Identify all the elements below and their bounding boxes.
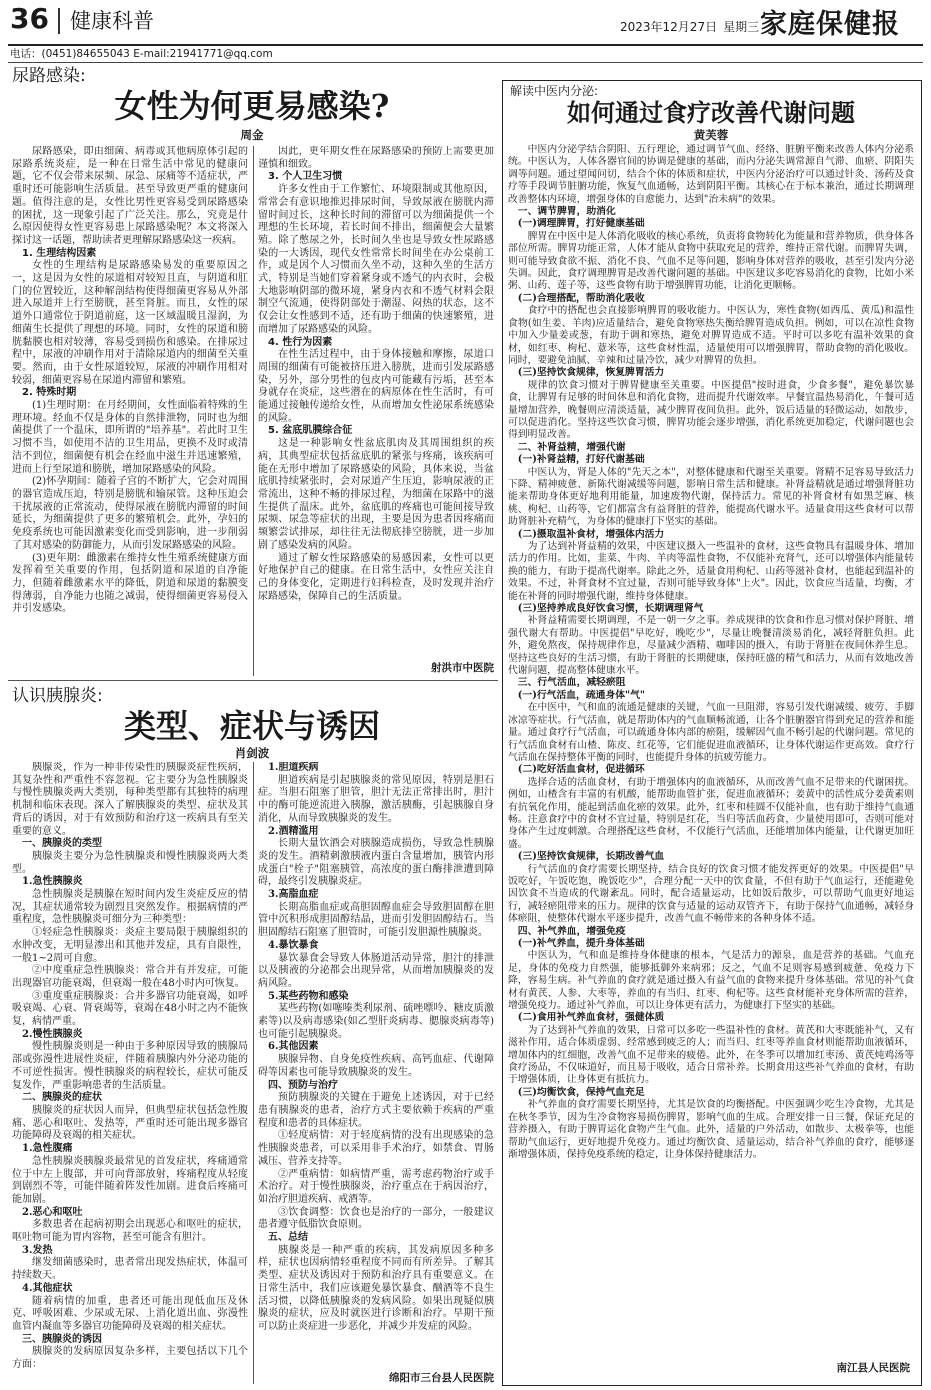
paragraph: 中医内分泌学结合阴阳、五行理论，通过调节气血、经络、脏腑平衡来改善人体内分泌系统。中医认为，人体各器官间的协调是健康的基础，而内分泌失调常源自气滞、血瘀、阴阳失调等问题。通过望闻问切，结合个体的体质和症状，中医内分泌治疗可以通过针灸、汤药及食疗等手段调节脏腑功能，恢复气血通畅，达到阴阳平衡。其核心在于标本兼治，通过长期调理改善整体内环境，增强身体的自愈能力，达到"治未病"的效果。: [508, 144, 914, 205]
subheading: 5. 盆底肌膜综合征: [268, 425, 353, 437]
subheading: 四、预防与治疗: [268, 1079, 338, 1091]
subheading: 4.暴饮暴食: [268, 939, 319, 951]
paragraph: 为了达到补肾益精的效果，中医建议摄入一些温补的食材，这些食物具有温暖身体、增加活力的作用。比如，韭菜、牛肉、羊肉等温性食物，不仅能补充肾气，还可以增强体内能量转换的能力，有助于提高代谢率。除此之外，适量食用枸杞、山药等滋补食材，也能起到温补的效果。不过，补肾食材不宜过量，否则可能导致身体"上火"。因此，饮食应当适量，均衡，才能在补肾的同时增强代谢，维持身体健康。: [508, 541, 914, 602]
paragraph: 继发细菌感染时，患者常出现发热症状，体温可持续数天。: [12, 1257, 248, 1282]
paragraph: 这是一种影响女性盆底肌肉及其周围组织的疾病，其典型症状包括盆底肌的紧张与疼痛，该疾病可能在无形中增加了尿路感染的风险，具体来说，当盆底肌持续紧张时，会对尿道产生压迫，影响尿液的正常流出，这种不畅的排尿过程，为细菌在尿路中的滋生提供了温床。此外，盆底肌的疼痛也可能间接导致尿频、尿急等症状的出现，主要是因为患者因疼痛而频繁尝试排尿，却往往无法彻底排空膀胱，进一步加剧了感染发病的风险。: [258, 438, 494, 551]
subheading: 一、胰腺炎的类型: [22, 838, 102, 850]
paragraph: 女性的生理结构是尿路感染易发的重要原因之一，这是因为女性的尿道相对较短且直，与阴道和肛门的位置较近，这种解剖结构使得细菌更容易从外部进入尿道并上行至膀胱，甚至肾脏。而且，女性的尿道外口通常位于阴道前庭，这一区域温暖且湿润，为细菌生长提供了理想的环境。同时，女性的尿道和膀胱黏膜也相对较薄，容易受到损伤和感染。在排尿过程中，尿液的冲刷作用对于清除尿道内的细菌至关重要。然而，由于女性尿道较短，尿液的冲刷作用相对较弱，细菌更容易在尿道内滞留和繁殖。: [12, 260, 248, 386]
paragraph: 因此，更年期女性在尿路感染的预防上需要更加谨慎和细致。: [258, 146, 494, 170]
issue-date: [620, 20, 765, 34]
article1-column-2: [258, 146, 494, 666]
article3-author: 黄芙蓉: [693, 128, 729, 142]
paragraph: 多数患者在起病初期会出现恶心和呕吐的症状，呕吐物可能为胃内容物，甚至可能含有胆汁。: [12, 1219, 248, 1244]
section-name: 健康科普: [70, 9, 154, 33]
paragraph: (3)更年期：雌激素在维持女性生殖系统健康方面发挥着至关重要的作用，包括阴道和尿道的自净能力，但随着雌激素水平的降低，阴道和尿道的黏膜变得薄弱，自净能力也随之减弱，使得细菌更容易侵入并引发感染。: [12, 552, 248, 615]
subheading: 4. 性行为因素: [268, 336, 333, 348]
article2-column-2: [258, 762, 494, 1370]
paragraph: 中医认为，肾是人体的"先天之本"，对整体健康和代谢至关重要。肾精不足容易导致活力下降、精神疲惫、新陈代谢减缓等问题，影响日常生活和健康。补肾益精就是通过增强肾脏功能来帮助身体更好地利用能量，加速废物代谢，保持活力。常见的补肾食材有如黑芝麻、核桃、枸杞、山药等，它们都富含有益肾脏的营养，能提高代谢水平。适量食用这些食材可以帮助肾脏补充精气，为身体的健康打下坚实的基础。: [508, 466, 914, 528]
subheading: (二)吃好活血食材，促进循环: [517, 764, 645, 776]
paragraph: 急性胰腺炎胰腺炎最常见的首发症状，疼痛通常位于中左上腹部，并可向背部放射，疼痛程度从轻度到剧烈不等，可能伴随着阵发性加剧。进食后疼痛可能加剧。: [12, 1155, 248, 1205]
paragraph: ①轻症急性胰腺炎：炎症主要局限于胰腺组织的水肿改变，无明显渗出和其他并发症，具有自限性，一般1~2周可自愈。: [12, 927, 248, 964]
paragraph: 选择合适的活血食材，有助于增强体内的血液循环，从而改善气血不足带来的代谢困扰。例如，山楂含有丰富的有机酸，能帮助血管扩张，促进血液循环；姜黄中的活性成分姜黄素则有抗氧化作用，能起到活血化瘀的效果。此外，红枣和桂圆不仅能补血，也有助于维持气血通畅。注意食疗中的食材不宜过量，特别是红花，当归等活血药食，少量使用即可，否则可能对身体产生过度刺激。合理搭配这些食材，不仅能行气活血，还能增加体内能量，让代谢更加旺盛。: [508, 776, 914, 850]
subheading: 2. 特殊时期: [22, 387, 77, 399]
paragraph: 为了达到补气养血的效果，日常可以多吃一些温补性的食材。黄芪和大枣既能补气，又有滋补作用，适合体质虚弱、经常感到疲乏的人；而当归、红枣等养血食材则能帮助血液循环，增加体内的红细胞，改善气血不足带来的疲倦。此外，在冬季可以增加红枣汤、黄芪炖鸡汤等食疗汤品，不仅味道好，而且易于吸收，适合日常补养。长期食用这些补气养血的食材，有助于增强体质，让身体更有抵抗力。: [508, 1024, 914, 1086]
subheading: (二)摄取温补食材，增强体内活力: [517, 528, 665, 540]
contact-line: 电话：(0451)84655043 E-mail:21941771@qq.com: [10, 48, 273, 60]
subheading: 五、总结: [268, 1232, 308, 1244]
paragraph: 胰腺炎是一种严重的疾病，其发病原因多种多样，症状也因病情轻重程度不同而有所差异。了解其类型、症状及诱因对于预防和治疗具有重要意义。在日常生活中，我们应该避免暴饮暴食、酗酒等不良生活习惯，以降低胰腺炎的发病风险。如果出现疑似胰腺炎的症状，应及时就医进行诊断和治疗。早期干预可以防止炎症进一步恶化，并减少并发症的风险。: [258, 1244, 494, 1332]
subheading: (三)均衡饮食，保持气血充足: [517, 1086, 645, 1098]
subheading: (三)坚持饮食规律，恢复脾胃活力: [517, 367, 665, 379]
paragraph: 随着病情的加重，患者还可能出现低血压及休克、呼吸困难、少尿或无尿、上消化道出血、弥漫性血管内凝血等多器官功能障碍及衰竭的相关症状。: [12, 1295, 248, 1332]
article2-column-1: [12, 762, 248, 1384]
column-divider: [253, 146, 254, 676]
subheading: 2.酒精滥用: [268, 825, 319, 837]
paragraph: 食疗中的搭配也会直接影响脾胃的吸收能力。中医认为，寒性食物(如西瓜、黄瓜)和温性食物(如生姜、羊肉)应适量结合，避免食物寒热失衡给脾胃造成负担。例如，可以在凉性食物中加入少量姜或葱，有助于调和寒热，避免对脾胃造成不适。平时可以多吃有温补效果的食材，如红枣、枸杞、薏米等，这些食材性温，适量使用可以增强脾胃，帮助食物的消化吸收。同时，要避免油腻、辛辣和过量冷饮，减少对脾胃的负担。: [508, 305, 914, 366]
subheading: (一)补气养血，提升身体基础: [517, 938, 645, 949]
date-text: 2023年12月27日: [620, 20, 718, 34]
subheading: 三、行气活血，减轻瘀阻: [517, 677, 626, 689]
paragraph: 胰腺炎的症状因人而异，但典型症状包括急性腹痛、恶心和呕吐、发热等，严重时还可能出现多器官功能障碍及衰竭的相关症状。: [12, 1104, 248, 1142]
paragraph: 胰腺炎的发病原因复杂多样，主要包括以下几个方面：: [12, 1346, 248, 1371]
article2-source: 绵阳市三台县人民医院: [389, 1372, 494, 1384]
paragraph: 某些药物(如噻嗪类利尿剂、硫唑嘌呤、糖皮质激素等)以及病毒感染(如乙型肝炎病毒、腮腺炎病毒等)也可能引起胰腺炎。: [258, 1003, 494, 1040]
subheading: 1.胆道疾病: [268, 762, 319, 773]
paragraph: 规律的饮食习惯对于脾胃健康至关重要。中医提倡"按时进食，少食多餐"，避免暴饮暴食，让脾胃有足够的时间休息和消化食物，进而提升代谢效率。早餐宜温热易消化，午餐可适量增加营养，晚餐则应清淡适量，减少脾胃夜间负担。此外，饭后适量的轻微运动，如散步，可以促进消化。坚持这些饮食习惯，脾胃功能会逐步增强，消化系统更加稳定，代谢问题也会得到明显改善。: [508, 379, 914, 441]
subheading: (三)坚持养成良好饮食习惯，长期调理肾气: [517, 603, 704, 615]
subheading: 1.急性胰腺炎: [22, 876, 83, 888]
paragraph: 长期大量饮酒会对胰腺造成损伤，导致急性胰腺炎的发生。酒精刺激胰液内蛋白含量增加，胰管内形成蛋白"栓子"阻塞胰管，高浓度的蛋白酶排泄遭到障碍，最终引发胰腺炎症。: [258, 838, 494, 888]
paragraph: 预防胰腺炎的关键在于避免上述诱因，对于已经患有胰腺炎的患者，治疗方式主要依赖于疾病的严重程度和患者的具体症状。: [258, 1092, 494, 1129]
article2-kicker: 认识胰腺炎:: [12, 686, 103, 706]
subheading: 2.恶心和呕吐: [22, 1206, 83, 1218]
subheading: 二、补肾益精，增强代谢: [517, 441, 626, 453]
paragraph: 补肾益精需要长期调理，不是一朝一夕之事。养成规律的饮食和作息习惯对保护肾脏、增强代谢大有帮助。中医提倡"早吃好，晚吃少"，尽量让晚餐清淡易消化，减轻肾脏负担。此外，避免熬夜，保持规律作息，尽量减少酒精、咖啡因的摄入，有助于肾脏在夜间休养生息。坚持这些良好的生活习惯，有助于肾脏的长期健康，保持旺盛的精气和活力，从而有效地改善代谢问题，提高整体健康水平。: [508, 615, 914, 677]
article3-source: 南江县人民医院: [836, 1362, 910, 1374]
paragraph: 胰腺炎主要分为急性胰腺炎和慢性胰腺炎两大类型。: [12, 850, 248, 875]
header-divider: [58, 8, 60, 34]
subheading: 3.发热: [22, 1244, 53, 1256]
article2-title: 类型、症状与诱因: [123, 707, 380, 745]
article1-title: 女性为何更易感染?: [114, 87, 390, 125]
subheading: (一)补肾益精，打好代谢基础: [517, 454, 645, 466]
subheading: 四、补气养血，增强免疫: [517, 925, 626, 937]
article1-author: 周金: [240, 128, 264, 142]
article3-title: 如何通过食疗改善代谢问题: [567, 98, 855, 127]
subheading: 三、胰腺炎的诱因: [22, 1333, 102, 1345]
subheading: 4.其他症状: [22, 1282, 73, 1294]
paragraph: 慢性胰腺炎则是一种由于多种原因导致的胰腺局部或弥漫性进展性炎症，伴随着胰腺内外分泌功能的不可逆性损害。慢性胰腺炎的病程较长，症状可能反复发作，严重影响患者的生活质量。: [12, 1041, 248, 1091]
subheading: 3. 个人卫生习惯: [268, 171, 343, 183]
contact-rule: [8, 62, 923, 63]
article3-kicker: 解读中医内分泌:: [510, 84, 599, 98]
article1-kicker: 尿路感染:: [12, 66, 86, 86]
article2-author: 肖剑波: [234, 746, 270, 760]
paragraph: 脾胃在中医中是人体消化吸收的核心系统，负责将食物转化为能量和营养物质，供身体各部位所需。脾胃功能正常，人体才能从食物中获取充足的营养，维持正常代谢。而脾胃失调，则可能导致食欲不振、消化不良、气血不足等问题，影响身体对营养的吸收，甚至引发内分泌失调。因此，食疗调理脾胃是改善代谢问题的基础。中医建议多吃容易消化的食物，比如小米粥、山药、莲子等，这些食物有助于增强脾胃功能，让消化更顺畅。: [508, 230, 914, 292]
column-divider: [253, 762, 254, 1384]
subheading: (三)坚持饮食规律，长期改善气血: [517, 851, 665, 863]
subheading: 3.高脂血症: [268, 889, 319, 901]
paragraph: 在性生活过程中，由于身体接触和摩擦，尿道口周围的细菌有可能被挤压进入膀胱，进而引发尿路感染，另外，部分男性的包皮内可能藏有污垢，甚至本身就存在炎症，这些潜在的病原体在性生活时，有可能通过接触传递给女性，从而增加女性泌尿系统感染的风险。: [258, 349, 494, 424]
article1-source: 射洪市中医院: [431, 662, 494, 674]
weekday-text: 星期三: [723, 20, 760, 34]
paragraph: 胰腺异物、自身免疫性疾病、高钙血症、代谢障碍等因素也可能导致胰腺炎的发生。: [258, 1054, 494, 1078]
subheading: 2.慢性胰腺炎: [22, 1028, 83, 1040]
subheading: (一)行气活血，疏通身体"气": [517, 689, 646, 701]
subheading: 一、调节脾胃，助消化: [517, 206, 616, 218]
paragraph: 中医认为，气和血是维持身体健康的根本，气是活力的源泉，血是营养的基础。气血充足，身体的免疫力自然强，能够抵御外来病邪；反之，气血不足则容易感到疲惫、免疫力下降，容易生病。补气养血的食疗就是通过摄入有益气血的食物来提升身体基础。常见的补气食材有黄芪、人参、大枣等，养血的有当归、红枣、枸杞等。这些食材能补充身体所需的营养，增强免疫力。通过补气养血，可以让身体更有活力，为健康打下坚实的基础。: [508, 950, 914, 1012]
paragraph: (2)怀孕期间：随着子宫的不断扩大，它会对周围的器官造成压迫，特别是膀胱和输尿管。这种压迫会干扰尿液的正常流动，使得尿液在膀胱内滞留的时间延长，为细菌提供了更多的繁殖机会。此外，孕妇的免疫系统也可能因激素变化而受到影响，进一步削弱了其对感染的防御能力，从而引发尿路感染的风险。: [12, 476, 248, 551]
paragraph: 胰腺炎，作为一种非传染性的胰腺炎症性疾病，其复杂性和严重性不容忽视。它主要分为急性胰腺炎与慢性胰腺炎两大类别，每种类型都有其独特的病理机制和临床表现。深入了解胰腺炎的类型、症状及其背后的诱因，对于有效预防和治疗这一疾病具有至关重要的意义。: [12, 762, 248, 837]
paragraph: (1)生理时期：在月经期间，女性面临着特殊的生理环境。经血不仅是身体的自然排泄物，同时也为细菌提供了一个温床，即所谓的"培养基"。若此时卫生习惯不当，如使用不洁的卫生用品，更换不及时或清洁不到位，细菌便有机会在经血中滋生并迅速繁殖，进而上行至尿道和膀胱，增加尿路感染的风险。: [12, 400, 248, 475]
page-number: 36: [10, 2, 49, 35]
paragraph: 许多女性由于工作繁忙、环境限制或其他原因，常常会有意识地推迟排尿时间，导致尿液在膀胱内滞留时间过长，这种长时间的滞留可以为细菌提供一个理想的生长环境，若长时间不排出，细菌便会大量繁殖。除了憋尿之外，长时间久坐也是导致女性尿路感染的一大诱因，现代女性常常长时间坐在办公桌前工作，或是因个人习惯而久坐不动，这种久坐的生活方式，特别是当她们穿着紧身或不透气的内衣时，会极大地影响阴部的微环境，紧身内衣和不透气材料会限制空气流通，使得阴部处于潮湿、闷热的状态，这不仅会让女性感到不适，还有助于细菌的快速繁殖，进而增加了尿路感染的风险。: [258, 184, 494, 335]
article-separator: [8, 680, 498, 681]
article1-column-1: [12, 146, 248, 676]
subheading: (二)食用补气养血食材，强健体质: [517, 1012, 665, 1024]
page-header: [0, 0, 931, 44]
subheading: (一)调理脾胃，打好健康基础: [517, 218, 645, 230]
paragraph: 在中医中，气和血的流通是健康的关键，气血一旦阻滞，容易引发代谢减缓、疲劳、手脚冰凉等症状。行气活血，就是帮助体内的气血顺畅流通，让各个脏腑器官得到充足的营养和能量。通过食疗行气活血，可以疏通身体内部的瘀阻，缓解因气血不畅引起的代谢问题。常见的行气活血食材有山楂、陈皮、红花等，它们能促进血液循环，让身体代谢运作更高效。食疗行气活血在保持整体平衡的同时，也能提升身体的抗疲劳能力。: [508, 702, 914, 763]
subheading: 1. 生理结构因素: [22, 247, 97, 259]
paragraph: ②中度重症急性胰腺炎：常合并有并发症，可能出现器官功能衰竭，但衰竭一般在48小时内可恢复。: [12, 965, 248, 989]
paragraph: 行气活血的食疗需要长期坚持，结合良好的饮食习惯才能发挥更好的效果。中医提倡"早饭吃好，午饭吃饱，晚饭吃少"，合理分配一天中的饮食量，不但有助于气血运行，还能避免因饮食不当造成的代谢紊乱。同时，配合适量运动，比如饭后散步，可以帮助气血更好地运行，减轻瘀阻带来的压力。规律的饮食与适量的运动双管齐下，有助于保持气血通畅，减轻身体瘀阻，使整体代谢水平逐步提升，改善气血不畅带来的各种身体不适。: [508, 863, 914, 925]
paragraph: 通过了解女性尿路感染的易感因素，女性可以更好地保护自己的健康。在日常生活中，女性应关注自己的身体变化，定期进行妇科检查，及时发现并治疗尿路感染，保障自己的生活质量。: [258, 552, 494, 602]
paragraph: 暴饮暴食会导致人体肠道活动异常，胆汁的排泄以及胰液的分泌都会出现异常，从而增加胰腺炎的发病风险。: [258, 952, 494, 989]
paragraph: 急性胰腺炎是胰腺在短时间内发生炎症反应的情况，其症状通常较为剧烈且突然发作。根据病情的严重程度，急性胰腺炎可细分为三种类型：: [12, 889, 248, 926]
paragraph: 胆道疾病是引起胰腺炎的常见原因，特别是胆石症。当胆石阻塞了胆管，胆汁无法正常排出时，胆汁中的酶可能逆流进入胰腺，激活胰酶，引起胰腺自身消化，从而导致胰腺炎的发生。: [258, 774, 494, 824]
paragraph: ③饮食调整：饮食也是治疗的一部分，一般建议患者遵守低脂饮食原则。: [258, 1206, 494, 1231]
paragraph: ③重度重症胰腺炎：合并多器官功能衰竭，如呼吸衰竭、心衰、肾衰竭等，衰竭在48小时之内不能恢复，病情严重。: [12, 990, 248, 1028]
subheading: 6.其他因素: [268, 1041, 319, 1053]
paragraph: ②严重病情：如病情严重，需考虑药物治疗或手术治疗。对于慢性胰腺炎，治疗重点在于病因治疗，如治疗胆道疾病、戒酒等。: [258, 1168, 494, 1205]
paragraph: ①轻度病情：对于轻度病情的没有出现感染的急性胰腺炎患者，可以采用非手术治疗，如禁食、胃肠减压、营养支持等。: [258, 1130, 494, 1167]
masthead-logo: 家庭保健报: [760, 9, 900, 40]
paragraph: 长期高脂血症或高胆固醇血症会导致胆固醇在胆管中沉积形成胆固醇结晶，进而引发胆固醇结石。当胆固醇结石阻塞了胆管时，可能引发胆源性胰腺炎。: [258, 901, 494, 939]
subheading: (二)合理搭配，帮助消化吸收: [517, 292, 645, 304]
paragraph: 补气养血的食疗需要长期坚持，尤其是饮食的均衡搭配。中医强调少吃生冷食物，尤其是在秋冬季节，因为生冷食物容易损伤脾胃，影响气血的生成。合理安排一日三餐，保证充足的营养摄入，有助于脾胃运化食物产生气血。此外，适量的户外活动，如散步、太极拳等，也能帮助气血运行，更好地提升免疫力。通过均衡饮食、适量运动，结合补气养血的食疗，能够逐渐增强体质，保持免疫系统的稳定，让身体保持健康活力。: [508, 1099, 914, 1160]
subheading: 1.急性腹痛: [22, 1143, 73, 1155]
header-rule: [8, 44, 923, 46]
subheading: 二、胰腺炎的症状: [22, 1092, 102, 1104]
article3-body: [508, 144, 914, 1354]
paragraph: 尿路感染，即由细菌、病毒或其他病原体引起的尿路系统炎症，是一种在日常生活中常见的健康问题，它不仅会带来尿频、尿急、尿痛等不适症状，严重时还可能影响生活质量。甚至导致更严重的健康问题。值得注意的是，女性比男性更容易受到尿路感染的困扰，这一现象引起了广泛关注。那么，究竟是什么原因使得女性更容易患上尿路感染呢？本文将深入探讨这一话题，帮助读者更理解尿路感染这一疾病。: [12, 146, 248, 246]
subheading: 5.某些药物和感染: [268, 990, 349, 1002]
